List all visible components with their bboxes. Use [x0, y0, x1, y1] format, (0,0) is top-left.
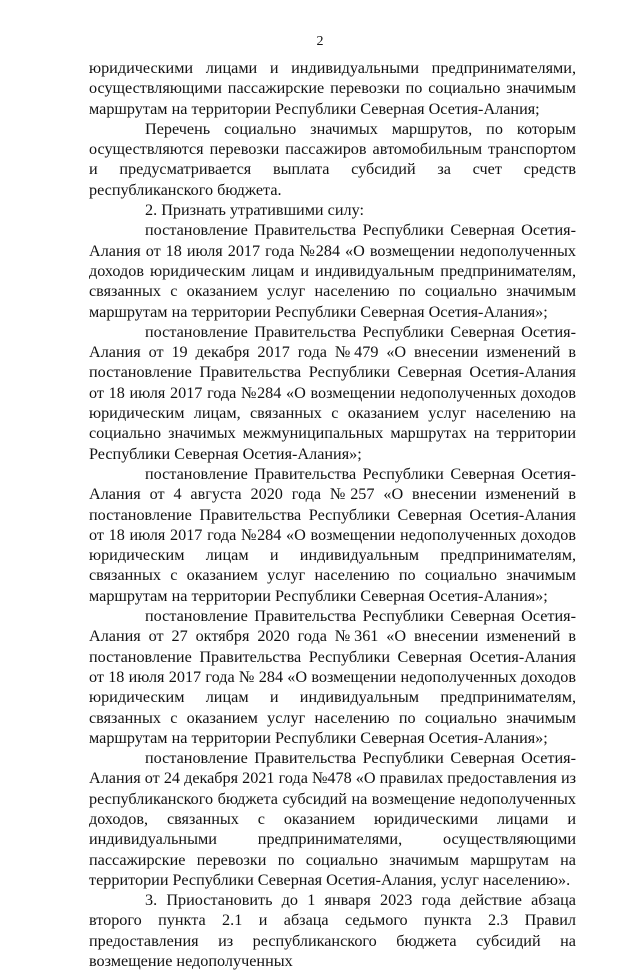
paragraph-decree-284: постановление Правительства Республики Северная Осетия-Алания от 18 июля 2017 года №284 «О возмещении недополученных доходов юридическим лицам и индивидуальным предпринимателям, связанных с оказанием услуг населению по социально значимым маршрутам на территории Республики Северная Осетия-Алания»; [89, 221, 576, 321]
paragraph-continuation: юридическими лицами и индивидуальными предпринимателями, осуществляющими пассажирские перевозки по социально значимым маршрутам на территории Республики Северная Осетия-Алания; [89, 59, 576, 118]
paragraph-decree-478: постановление Правительства Республики Северная Осетия-Алания от 24 декабря 2021 года №478 «О правилах предоставления из республиканского бюджета субсидий на возмещение недополученных доходов, связанных с оказанием юридическими лицами и индивидуальными предпринимателями, осуществляющими пассажирские перевозки по социально значимым маршрутам на территории Республики Северная Осетия-Алания, услуг населению». [89, 749, 576, 889]
paragraph-decree-361: постановление Правительства Республики Северная Осетия-Алания от 27 октября 2020 года №361 «О внесении изменений в постановление Правительства Республики Северная Осетия-Алания от 18 июля 2017 года № 284 «О возмещении недополученных доходов юридическим лицам и индивидуальным предпринимателям, связанных с оказанием услуг населению по социально значимым маршрутам на территории Республики Северная Осетия-Алания»; [89, 607, 576, 747]
paragraph-item-3: 3. Приостановить до 1 января 2023 года действие абзаца второго пункта 2.1 и абзаца седьмого пункта 2.3 Правил предоставления из республиканского бюджета субсидий на возмещение недополученных [89, 891, 576, 971]
document-body [89, 58, 576, 971]
paragraph-decree-479: постановление Правительства Республики Северная Осетия-Алания от 19 декабря 2017 года №479 «О внесении изменений в постановление Правительства Республики Северная Осетия-Алания от 18 июля 2017 года №284 «О возмещении недополученных доходов юридическим лицам, связанных с оказанием услуг населению на социально значимых межмуниципальных маршрутах на территории Республики Северная Осетия-Алания»; [89, 322, 576, 463]
paragraph-decree-257: постановление Правительства Республики Северная Осетия-Алания от 4 августа 2020 года №257 «О внесении изменений в постановление Правительства Республики Северная Осетия-Алания от 18 июля 2017 года №284 «О возмещении недополученных доходов юридическим лицам и индивидуальным предпринимателям, связанных с оказанием услуг населению по социально значимым маршрутам на территории Республики Северная Осетия-Алания»; [89, 464, 576, 605]
paragraph-route-list: Перечень социально значимых маршрутов, по которым осуществляются перевозки пассажиров автомобильным транспортом и предусматривается выплата субсидий за счет средств республиканского бюджета. [89, 119, 576, 199]
page-number: 2 [316, 34, 324, 49]
paragraph-item-2: 2. Признать утратившими силу: [145, 201, 364, 220]
